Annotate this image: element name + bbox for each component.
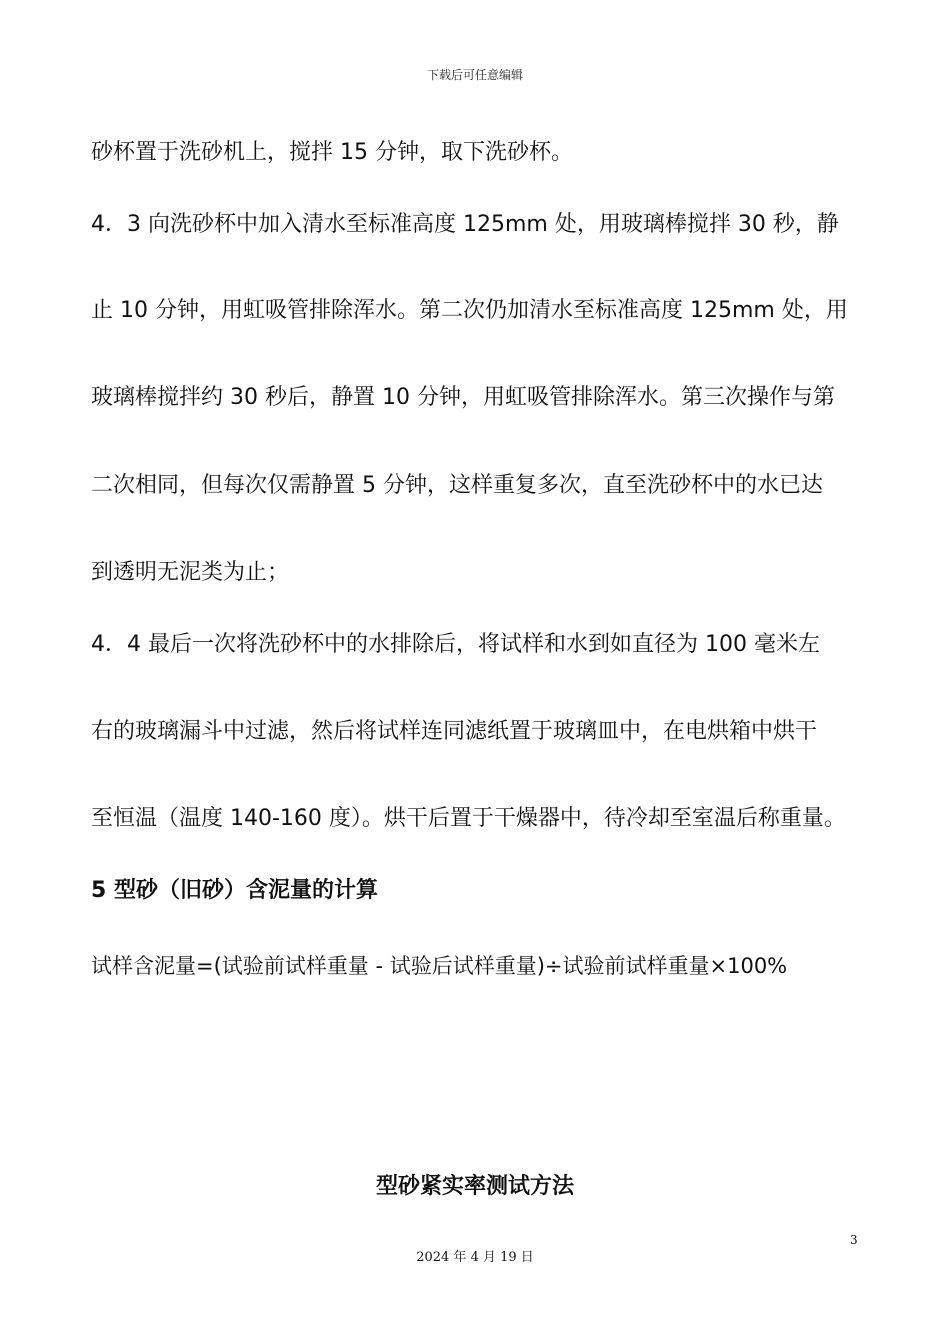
paragraph-line-7: 4．4 最后一次将洗砂杯中的水排除后，将试样和水到如直径为 100 毫米左	[91, 632, 820, 657]
paragraph-line-8: 右的玻璃漏斗中过滤，然后将试样连同滤纸置于玻璃皿中，在电烘箱中烘干	[91, 719, 818, 744]
page-header: 下载后可任意编辑	[426, 68, 523, 82]
paragraph-line-3: 止 10 分钟，用虹吸管排除浑水。第二次仍加清水至标准高度 125mm 处，用	[91, 298, 848, 323]
paragraph-line-5: 二次相同，但每次仅需静置 5 分钟，这样重复多次，直至洗砂杯中的水已达	[91, 473, 823, 498]
page-number: 3	[850, 1233, 858, 1247]
paragraph-line-9: 至恒温（温度 140-160 度）。烘干后置于干燥器中，待冷却至室温后称重量。	[91, 806, 846, 831]
paragraph-line-6: 到透明无泥类为止；	[91, 560, 290, 585]
paragraph-line-1: 砂杯置于洗砂机上，搅拌 15 分钟，取下洗砂杯。	[91, 140, 573, 165]
paragraph-line-4: 玻璃棒搅拌约 30 秒后，静置 10 分钟，用虹吸管排除浑水。第三次操作与第	[91, 385, 835, 410]
footer-date: 2024 年 4 月 19 日	[416, 1250, 534, 1265]
section-heading: 5 型砂（旧砂）含泥量的计算	[91, 878, 378, 903]
paragraph-line-2: 4．3 向洗砂杯中加入清水至标准高度 125mm 处，用玻璃棒搅拌 30 秒，静	[91, 212, 839, 237]
formula-text: 试样含泥量=(试验前试样重量 - 试验后试样重量)÷试验前试样重量×100%	[91, 954, 788, 978]
next-section-title: 型砂紧实率测试方法	[375, 1174, 574, 1199]
